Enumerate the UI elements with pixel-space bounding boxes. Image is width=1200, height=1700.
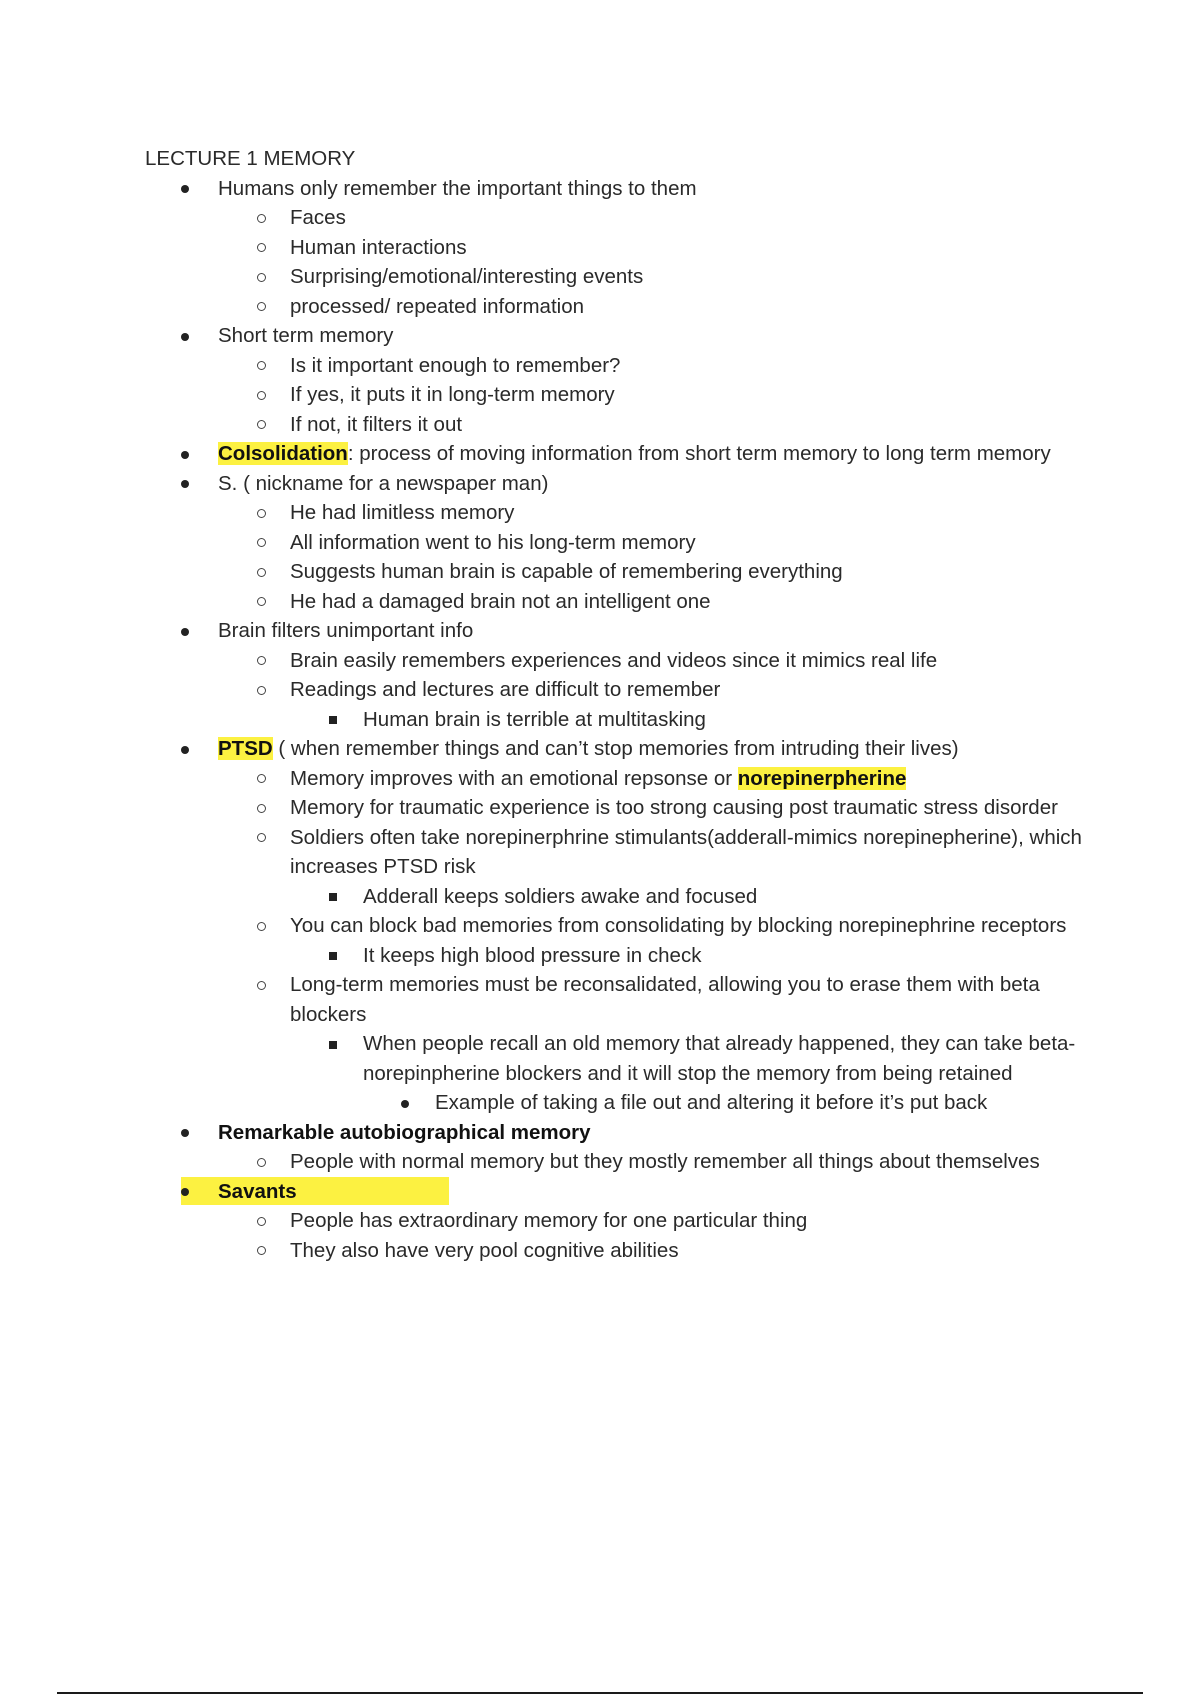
list-item: Colsolidation: process of moving information from short term memory to long term memory — [145, 439, 1105, 469]
list-item: Short term memory — [145, 321, 1105, 351]
square-bullet-icon — [323, 941, 343, 971]
list-item: They also have very pool cognitive abilities — [145, 1236, 1105, 1266]
list-item: Brain filters unimportant info — [145, 616, 1105, 646]
list-item: Readings and lectures are difficult to remember — [145, 675, 1105, 705]
list-item: Brain easily remembers experiences and videos since it mimics real life — [145, 646, 1105, 676]
list-item: Suggests human brain is capable of remembering everything — [145, 557, 1105, 587]
list-item: Long-term memories must be reconsalidated, allowing you to erase them with beta blockers — [145, 970, 1105, 1029]
highlighted-term: norepinerpherine — [737, 766, 907, 790]
list-item: You can block bad memories from consolidating by blocking norepinephrine receptors — [145, 911, 1105, 941]
page-title: LECTURE 1 MEMORY — [145, 147, 356, 170]
hollow-bullet-icon — [251, 380, 271, 410]
list-item: Adderall keeps soldiers awake and focused — [145, 882, 1105, 912]
bullet-icon — [175, 174, 195, 204]
list-item: If yes, it puts it in long-term memory — [145, 380, 1105, 410]
bullet-icon — [395, 1088, 415, 1118]
hollow-bullet-icon — [251, 911, 271, 941]
hollow-bullet-icon — [251, 1147, 271, 1177]
list-item: Human interactions — [145, 233, 1105, 263]
hollow-bullet-icon — [251, 675, 271, 705]
hollow-bullet-icon — [251, 351, 271, 381]
list-item: He had a damaged brain not an intelligent one — [145, 587, 1105, 617]
list-item: Example of taking a file out and altering it before it’s put back — [145, 1088, 1105, 1118]
bold-term: Savants — [218, 1179, 297, 1203]
list-item: Humans only remember the important things to them — [145, 174, 1105, 204]
bullet-icon — [175, 439, 195, 469]
list-item — [145, 1118, 1105, 1148]
bullet-icon — [175, 734, 195, 764]
hollow-bullet-icon — [251, 203, 271, 233]
square-bullet-icon — [323, 705, 343, 735]
list-item: People has extraordinary memory for one particular thing — [145, 1206, 1105, 1236]
list-item: Is it important enough to remember? — [145, 351, 1105, 381]
list-item: He had limitless memory — [145, 498, 1105, 528]
list-item: Memory for traumatic experience is too strong causing post traumatic stress disorder — [145, 793, 1105, 823]
bullet-icon — [175, 1118, 195, 1148]
list-item: Soldiers often take norepinerphrine stimulants(adderall-mimics norepinepherine), which increases PTSD risk — [145, 823, 1105, 882]
hollow-bullet-icon — [251, 410, 271, 440]
bullet-icon — [175, 1177, 195, 1207]
list-item: It keeps high blood pressure in check — [145, 941, 1105, 971]
list-item: PTSD ( when remember things and can’t stop memories from intruding their lives) — [145, 734, 1105, 764]
square-bullet-icon — [323, 882, 343, 912]
hollow-bullet-icon — [251, 262, 271, 292]
list-item: People with normal memory but they mostly remember all things about themselves — [145, 1147, 1105, 1177]
list-item: If not, it filters it out — [145, 410, 1105, 440]
page-divider — [57, 1692, 1143, 1694]
document-body — [145, 144, 1105, 1265]
highlighted-term: Colsolidation — [218, 442, 348, 465]
hollow-bullet-icon — [251, 793, 271, 823]
hollow-bullet-icon — [251, 970, 271, 1000]
hollow-bullet-icon — [251, 646, 271, 676]
hollow-bullet-icon — [251, 764, 271, 794]
hollow-bullet-icon — [251, 587, 271, 617]
highlighted-term: PTSD — [218, 737, 273, 760]
bullet-icon — [175, 469, 195, 499]
bullet-icon — [175, 616, 195, 646]
list-item: Human brain is terrible at multitasking — [145, 705, 1105, 735]
hollow-bullet-icon — [251, 1206, 271, 1236]
list-item: processed/ repeated information — [145, 292, 1105, 322]
hollow-bullet-icon — [251, 292, 271, 322]
list-item: Faces — [145, 203, 1105, 233]
list-item: All information went to his long-term memory — [145, 528, 1105, 558]
hollow-bullet-icon — [251, 823, 271, 853]
list-item: When people recall an old memory that already happened, they can take beta-norepinpherine blockers and it will stop the memory from being retained — [145, 1029, 1105, 1088]
square-bullet-icon — [323, 1029, 343, 1059]
bold-term: Remarkable autobiographical memory — [218, 1120, 591, 1144]
list-item-highlighted — [145, 1177, 1105, 1207]
list-item: Memory improves with an emotional repsonse or norepinerpherine — [145, 764, 1105, 794]
hollow-bullet-icon — [251, 498, 271, 528]
hollow-bullet-icon — [251, 528, 271, 558]
hollow-bullet-icon — [251, 1236, 271, 1266]
bullet-icon — [175, 321, 195, 351]
list-item: Surprising/emotional/interesting events — [145, 262, 1105, 292]
list-item: S. ( nickname for a newspaper man) — [145, 469, 1105, 499]
hollow-bullet-icon — [251, 233, 271, 263]
hollow-bullet-icon — [251, 557, 271, 587]
